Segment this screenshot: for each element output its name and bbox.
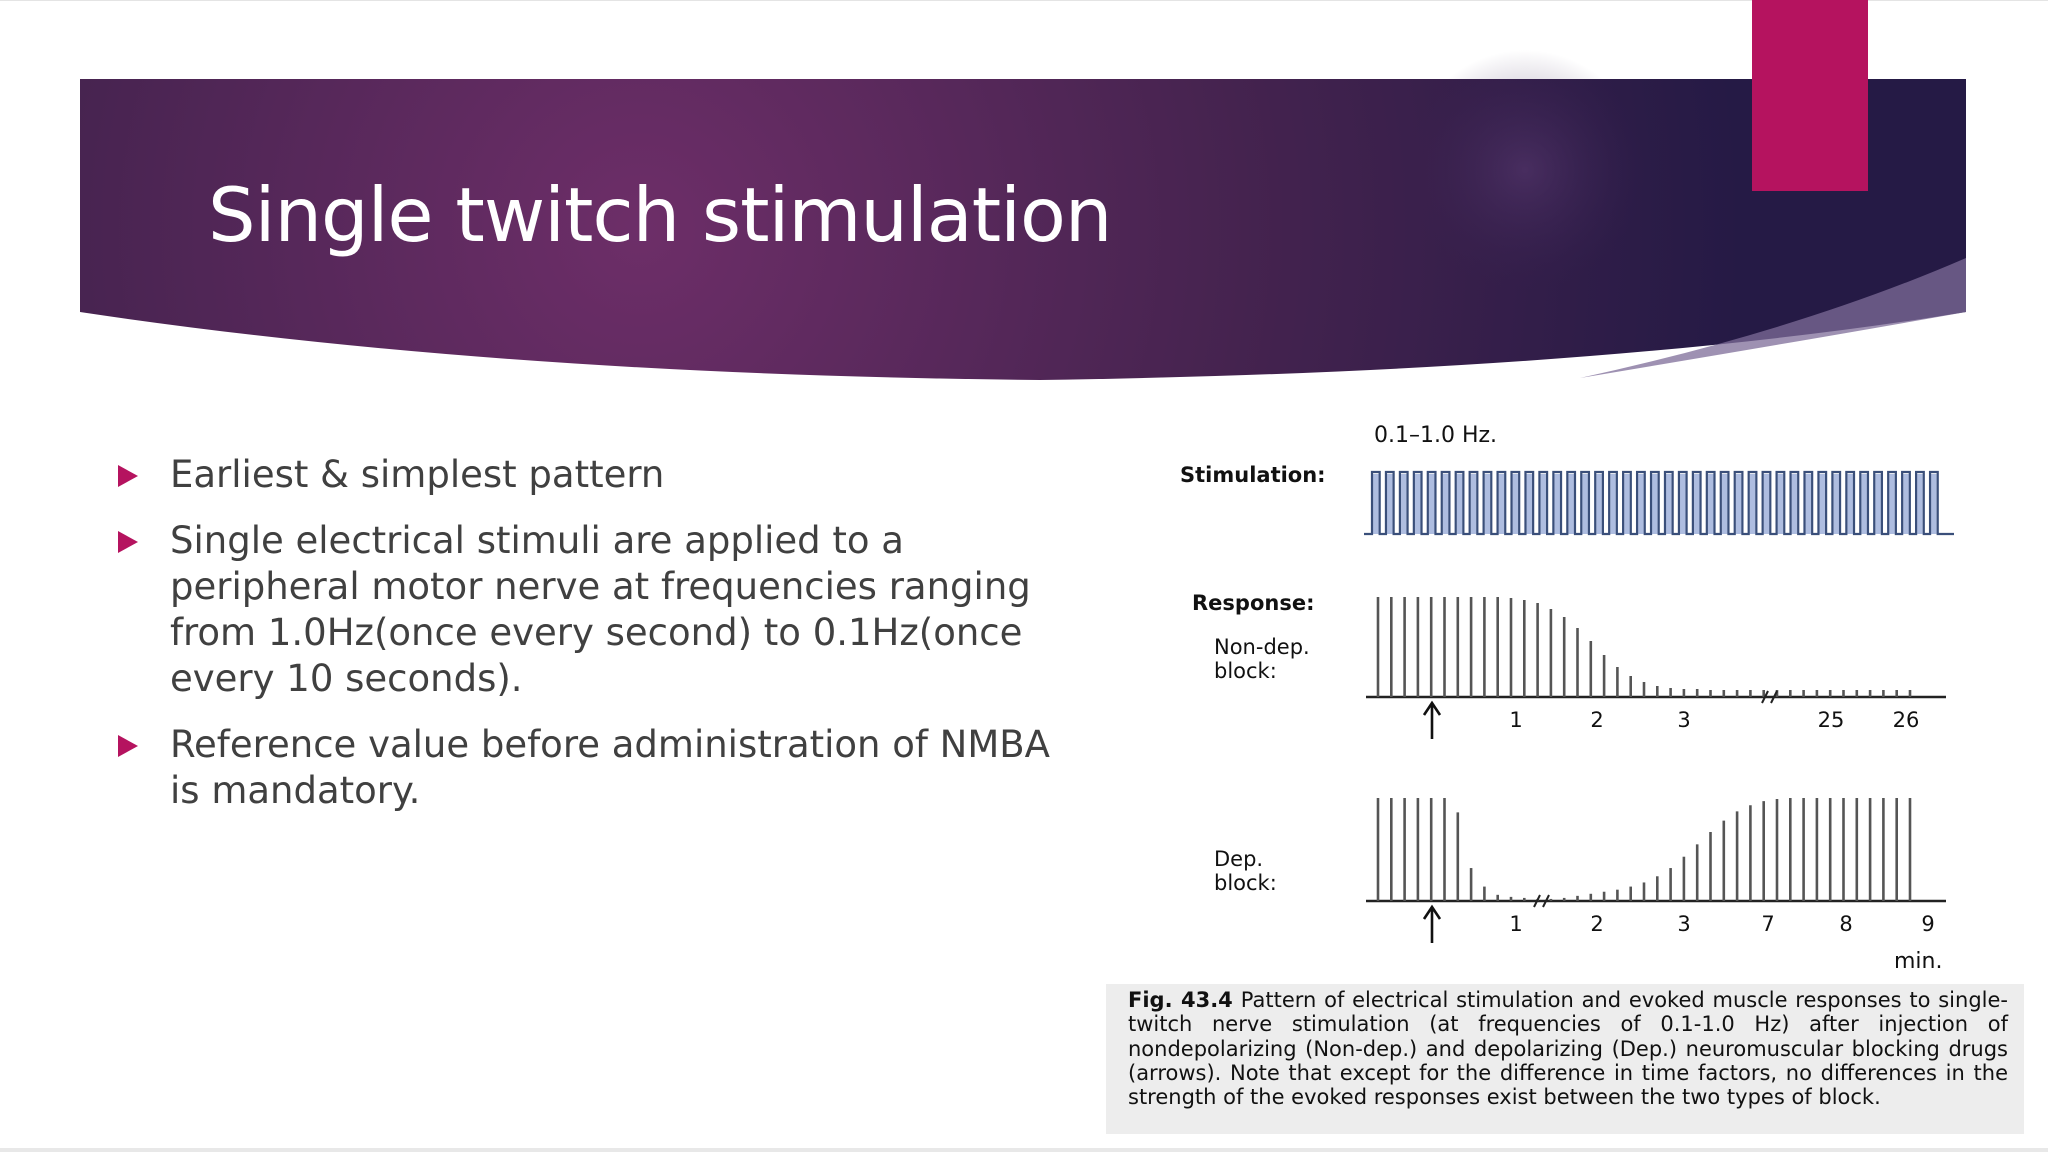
stimulus-pulse (1596, 474, 1602, 534)
stimulus-pulse (1875, 474, 1881, 534)
stimulus-pulse (1889, 474, 1895, 534)
stimulus-pulse (1415, 474, 1421, 534)
tick-label: 7 (1761, 912, 1775, 936)
tick-label: 1 (1509, 912, 1523, 936)
stimulation-label: Stimulation: (1180, 463, 1326, 487)
figure-caption (1106, 984, 2024, 1134)
stimulus-pulse (1373, 474, 1379, 534)
stimulus-pulse (1805, 474, 1811, 534)
tick-label: 26 (1892, 708, 1920, 732)
injection-arrow-icon (1424, 907, 1440, 943)
stimulus-pulse (1540, 474, 1546, 534)
stimulus-pulse (1750, 474, 1756, 534)
stimulus-pulse (1931, 474, 1937, 534)
bottom-border (0, 1148, 2048, 1152)
stimulus-pulse (1694, 474, 1700, 534)
bullet-text: Single electrical stimuli are applied to a peripheral motor nerve at frequencies ranging from 1.0Hz(once every second) to 0.1Hz(once every 10 seconds). (170, 519, 1031, 700)
nondep-label-line2: block: (1214, 659, 1277, 683)
slide-title: Single twitch stimulation (208, 171, 1112, 259)
nondep-response-chart (1366, 597, 1946, 739)
stimulus-pulse (1861, 474, 1867, 534)
bullet-item (112, 722, 1072, 814)
stimulus-pulse (1387, 474, 1393, 534)
frequency-label: 0.1–1.0 Hz. (1374, 423, 1498, 448)
stimulus-pulse (1764, 474, 1770, 534)
response-label: Response: (1192, 591, 1315, 615)
bullet-item (112, 518, 1072, 702)
dep-response-chart (1366, 798, 1946, 943)
banner-orb (1405, 50, 1645, 290)
tick-label: 2 (1590, 912, 1604, 936)
bullet-text: Earliest & simplest pattern (170, 453, 665, 496)
stimulus-pulse (1526, 474, 1532, 534)
stimulus-pulse (1485, 474, 1491, 534)
stimulus-pulse (1582, 474, 1588, 534)
stimulus-pulse (1903, 474, 1909, 534)
stimulus-pulse (1471, 474, 1477, 534)
bullet-triangle-icon (116, 530, 140, 554)
dep-label-line2: block: (1214, 871, 1277, 895)
stimulus-pulse (1624, 474, 1630, 534)
bullet-item (112, 452, 1072, 498)
tick-label: 8 (1839, 912, 1853, 936)
twitch-figure (1100, 420, 2048, 980)
dep-label-line1: Dep. (1214, 847, 1264, 871)
tick-label: 25 (1817, 708, 1845, 732)
caption-number: Fig. 43.4 (1128, 988, 1233, 1012)
stimulus-pulse (1554, 474, 1560, 534)
stimulus-pulse (1652, 474, 1658, 534)
caption-text: Pattern of electrical stimulation and evoked muscle responses to single-twitch nerve stimulation (at frequencies of 0.1-1.0 Hz) after injection of nondepolarizing (Non-dep.) and depolarizing (Dep.) neuromuscular blocking drugs (arrows). Note that except for the difference in time factors, no differences in the strength of the evoked responses exist between the two types of block. (1128, 988, 2008, 1110)
bullet-text: Reference value before administration of NMBA is mandatory. (170, 723, 1050, 812)
stimulus-pulse (1457, 474, 1463, 534)
stimulus-pulse (1778, 474, 1784, 534)
tick-label: 3 (1677, 708, 1691, 732)
stimulus-pulse (1708, 474, 1714, 534)
stimulus-pulse (1736, 474, 1742, 534)
stimulus-pulse (1499, 474, 1505, 534)
bullet-list (112, 452, 1072, 834)
tick-label: 3 (1677, 912, 1691, 936)
stimulus-pulse (1638, 474, 1644, 534)
stimulation-pulse-train (1364, 472, 1954, 534)
tick-label: 1 (1509, 708, 1523, 732)
stimulus-pulse (1443, 474, 1449, 534)
stimulus-pulse (1722, 474, 1728, 534)
accent-tab (1752, 0, 1868, 191)
stimulus-pulse (1513, 474, 1519, 534)
bullet-triangle-icon (116, 734, 140, 758)
injection-arrow-icon (1424, 703, 1440, 739)
stimulus-pulse (1847, 474, 1853, 534)
tick-label: 2 (1590, 708, 1604, 732)
nondep-label-line1: Non-dep. (1214, 635, 1310, 659)
tick-label: 9 (1921, 912, 1935, 936)
stimulus-pulse (1917, 474, 1923, 534)
stimulus-pulse (1568, 474, 1574, 534)
units-label: min. (1894, 949, 1943, 974)
stimulus-pulse (1792, 474, 1798, 534)
bullet-triangle-icon (116, 464, 140, 488)
stimulus-pulse (1819, 474, 1825, 534)
stimulus-pulse (1833, 474, 1839, 534)
stimulus-pulse (1666, 474, 1672, 534)
stimulus-pulse (1680, 474, 1686, 534)
stimulus-pulse (1401, 474, 1407, 534)
stimulus-pulse (1610, 474, 1616, 534)
stimulus-pulse (1429, 474, 1435, 534)
